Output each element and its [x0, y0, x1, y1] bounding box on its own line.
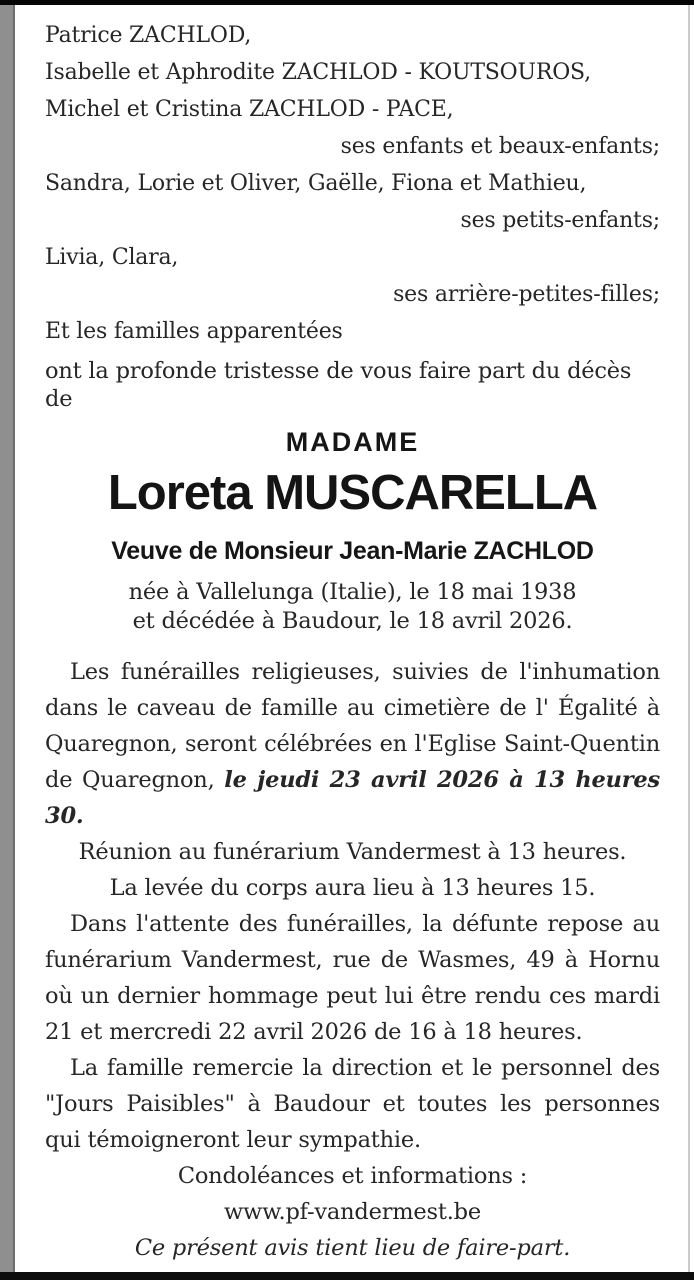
right-border-line	[688, 5, 690, 1272]
family-line: Isabelle et Aphrodite ZACHLOD - KOUTSOUROS,	[45, 60, 591, 85]
thanks-paragraph: La famille remercie la direction et le personnel des "Jours Paisibles" à Baudour et toutes les personnes qui témoigneront leur sympathie.	[45, 1055, 660, 1153]
death-line: et décédée à Baudour, le 18 avril 2026.	[132, 608, 573, 634]
family-line: Livia, Clara,	[45, 245, 179, 270]
bottom-border	[0, 1272, 694, 1280]
condolences-label: Condoléances et informations :	[177, 1163, 528, 1189]
family-line: Michel et Cristina ZACHLOD - PACE,	[45, 97, 454, 122]
family-relation-line: ses enfants et beaux-enfants;	[340, 134, 660, 159]
title-prefix: MADAME	[285, 427, 420, 457]
family-line: Et les familles apparentées	[45, 319, 343, 344]
funeral-datetime: le jeudi 23 avril 2026 à 13 heures 30.	[45, 767, 660, 829]
announcement-intro: ont la profonde tristesse de vous faire part du décès de	[45, 358, 632, 412]
birth-line: née à Vallelunga (Italie), le 18 mai 1938	[128, 579, 577, 605]
funeral-text: Les funérailles religieuses, suivies de l'inhumation dans le caveau de famille au cimetière de l' Égalité à Quaregnon, seront célébrées en l'Eglise Saint-Quentin de Quaregnon,	[45, 659, 660, 793]
left-edge-strip	[0, 5, 15, 1272]
website-url: www.pf-vandermest.be	[224, 1199, 481, 1225]
family-relation-line: ses petits-enfants;	[460, 208, 660, 233]
repose-paragraph: Dans l'attente des funérailles, la défunte repose au funérarium Vandermest, rue de Wasmes, 49 à Hornu où un dernier hommage peut lui être rendu ces mardi 21 et mercredi 22 avril 2026 de 16 à 18 heures.	[45, 911, 660, 1045]
levee-line: La levée du corps aura lieu à 13 heures 15.	[109, 875, 596, 901]
meeting-line: Réunion au funérarium Vandermest à 13 heures.	[78, 839, 627, 865]
family-line: Patrice ZACHLOD,	[45, 23, 252, 48]
closing-line: Ce présent avis tient lieu de faire-part.	[134, 1235, 571, 1261]
relation-line: Veuve de Monsieur Jean-Marie ZACHLOD	[111, 537, 594, 565]
family-line: Sandra, Lorie et Oliver, Gaëlle, Fiona et Mathieu,	[45, 171, 587, 196]
family-relation-line: ses arrière-petites-filles;	[393, 282, 660, 307]
obituary-notice	[45, 5, 660, 1266]
deceased-name: Loreta MUSCARELLA	[107, 466, 598, 520]
funeral-paragraph	[45, 654, 660, 834]
